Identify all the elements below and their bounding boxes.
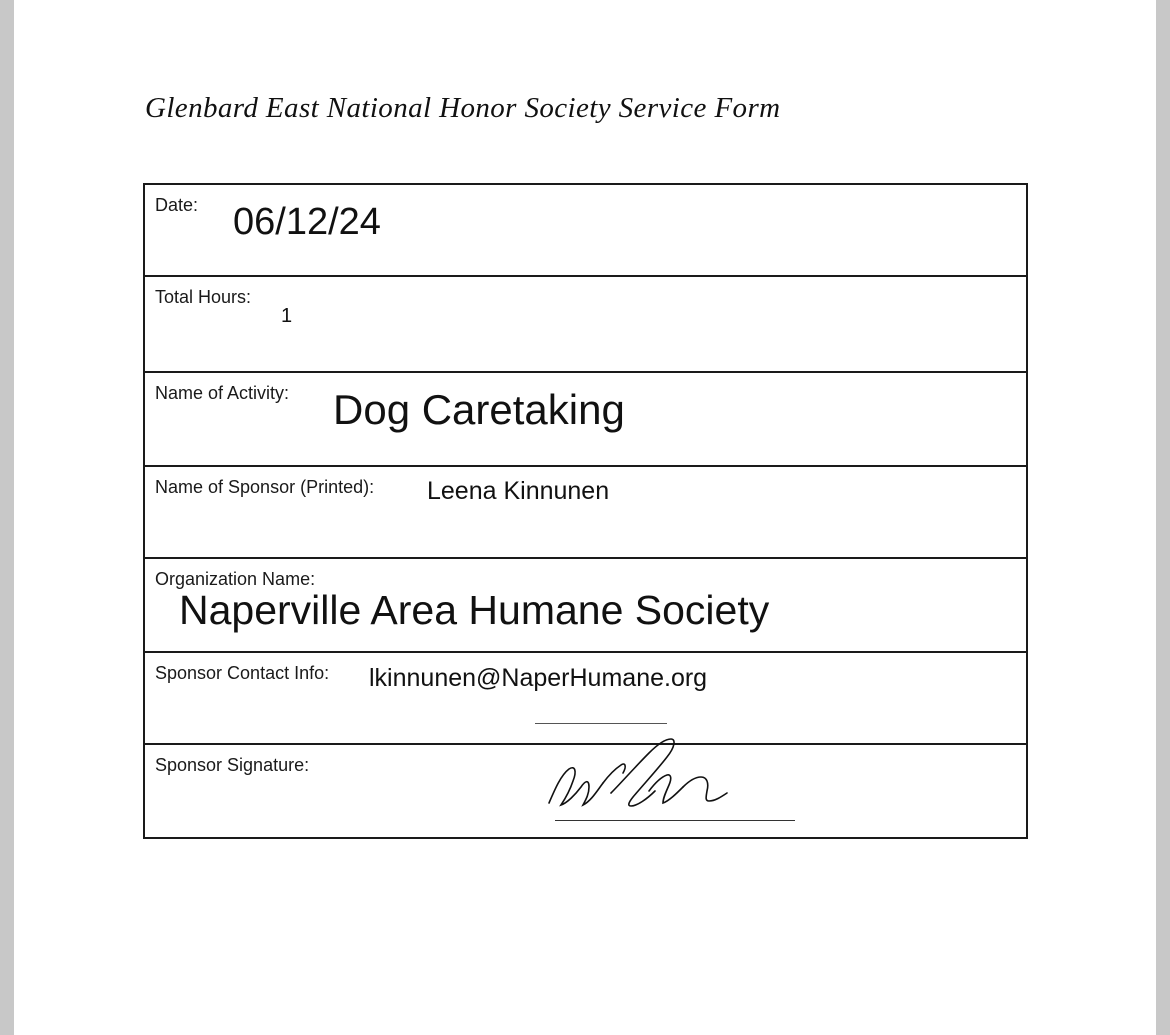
form-row-total-hours xyxy=(145,277,1026,373)
activity-label: Name of Activity: xyxy=(155,383,290,403)
form-row-signature xyxy=(145,745,1026,837)
document-page xyxy=(14,0,1156,1035)
date-label: Date: xyxy=(155,195,199,215)
service-form-table xyxy=(143,183,1028,839)
organization-label: Organization Name: xyxy=(155,569,316,589)
total-hours-value: 1 xyxy=(281,305,293,327)
total-hours-label: Total Hours: xyxy=(155,287,252,307)
contact-info-label: Sponsor Contact Info: xyxy=(155,663,330,683)
signature-mark-icon xyxy=(545,731,745,821)
page-title: Glenbard East National Honor Society Service Form xyxy=(145,92,781,124)
form-row-organization xyxy=(145,559,1026,653)
contact-info-value: lkinnunen@NaperHumane.org xyxy=(369,664,708,692)
signature-line-top xyxy=(535,723,667,724)
activity-value: Dog Caretaking xyxy=(333,386,625,433)
signature-label: Sponsor Signature: xyxy=(155,755,310,775)
form-row-date xyxy=(145,185,1026,277)
sponsor-name-label: Name of Sponsor (Printed): xyxy=(155,477,375,497)
form-row-sponsor-name xyxy=(145,467,1026,559)
signature-area xyxy=(395,723,655,833)
organization-value: Naperville Area Humane Society xyxy=(179,587,770,633)
sponsor-name-value: Leena Kinnunen xyxy=(427,477,610,505)
date-value: 06/12/24 xyxy=(233,201,381,243)
form-row-activity xyxy=(145,373,1026,467)
